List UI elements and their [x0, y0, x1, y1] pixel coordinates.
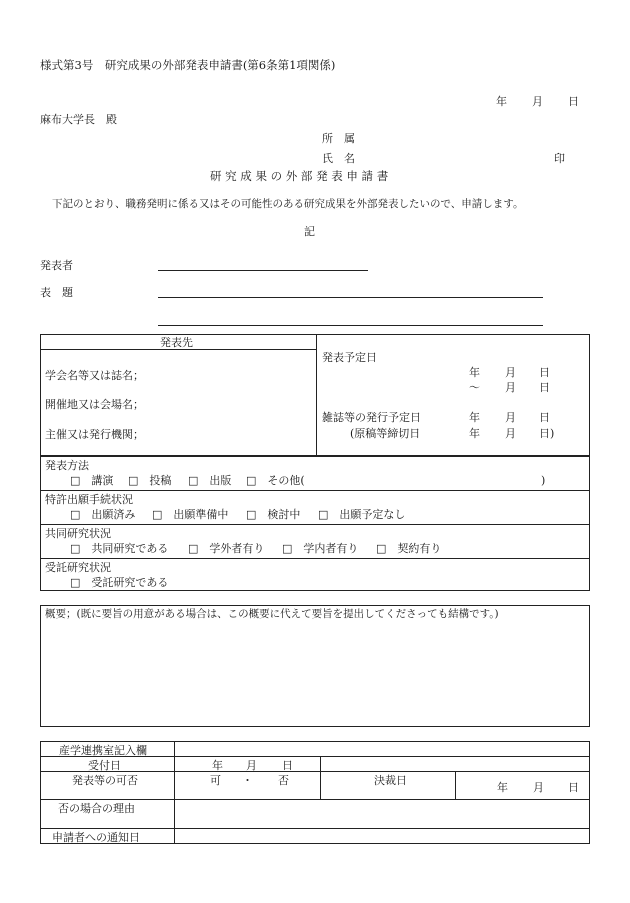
summary-box[interactable] [40, 605, 590, 727]
pd-month: 月 [505, 366, 516, 379]
method-option-lecture[interactable]: □ 講演 [70, 474, 114, 487]
joint-option-internal[interactable]: □ 学内者有り [282, 542, 359, 555]
method-close-paren: ) [541, 474, 546, 487]
method-option-other[interactable]: □ その他( [246, 474, 305, 487]
rec-day: 日 [282, 759, 293, 772]
reason-label: 否の場合の理由 [58, 802, 135, 815]
title-field[interactable] [158, 297, 543, 298]
title-label: 表 題 [40, 286, 73, 299]
issue-label: 雑誌等の発行予定日 [322, 411, 421, 424]
pd-tilde: ～ [469, 381, 480, 394]
office-line-3 [40, 799, 590, 800]
presenter-label: 発表者 [40, 259, 73, 272]
pd-month2: 月 [505, 381, 516, 394]
form-id: 様式第3号 研究成果の外部発表申請書(第6条第1項関係) [40, 58, 336, 72]
destination-divider [316, 334, 317, 456]
reject-option[interactable]: 否 [278, 774, 289, 787]
office-mid-divider [320, 756, 321, 799]
patent-option-filed[interactable]: □ 出願済み [70, 508, 136, 521]
approval-label: 発表等の可否 [72, 774, 138, 787]
summary-label: 概要；(既に要旨の用意がある場合は、この概要に代えて要旨を提出してくださっても結構です。) [45, 608, 499, 620]
dl-year: 年 [469, 427, 480, 440]
affiliation-label: 所 属 [322, 132, 355, 145]
method-label: 発表方法 [45, 459, 89, 472]
patent-option-reviewing[interactable]: □ 検討中 [246, 508, 301, 521]
status-line-2 [40, 524, 590, 525]
dec-year: 年 [497, 781, 508, 794]
venue-label: 開催地又は会場名； [45, 398, 144, 411]
joint-option-joint[interactable]: □ 共同研究である [70, 542, 169, 555]
seal-mark: 印 [554, 152, 565, 165]
iss-month: 月 [505, 411, 516, 424]
patent-label: 特許出願手続状況 [45, 493, 133, 506]
pd-year: 年 [469, 366, 480, 379]
office-line-2 [40, 771, 590, 772]
office-decision-divider [455, 771, 456, 799]
commissioned-option[interactable]: □ 受託研究である [70, 576, 169, 589]
office-header: 産学連携室記入欄 [59, 744, 147, 757]
planned-date-label: 発表予定日 [322, 351, 377, 364]
commissioned-label: 受託研究状況 [45, 561, 111, 574]
date-year: 年 [496, 95, 507, 108]
title-field-line2[interactable] [158, 325, 543, 326]
organizer-label: 主催又は発行機関； [45, 428, 144, 441]
ki-mark: 記 [304, 225, 315, 238]
dl-day: 日) [539, 427, 555, 440]
method-option-submission[interactable]: □ 投稿 [128, 474, 172, 487]
pd-day: 日 [539, 366, 550, 379]
dl-month: 月 [505, 427, 516, 440]
status-line-3 [40, 558, 590, 559]
date-month: 月 [532, 95, 543, 108]
joint-label: 共同研究状況 [45, 527, 111, 540]
destination-header-line [40, 349, 316, 350]
statement: 下記のとおり、職務発明に係る又はその可能性のある研究成果を外部発表したいので、申請します。 [52, 198, 524, 210]
rec-month: 月 [246, 759, 257, 772]
iss-year: 年 [469, 411, 480, 424]
notify-label: 申請者への通知日 [52, 831, 140, 844]
addressee: 麻布大学長 殿 [40, 113, 117, 126]
date-day: 日 [568, 95, 579, 108]
deadline-label: (原稿等締切日 [350, 427, 421, 440]
document-title: 研 究 成 果 の 外 部 発 表 申 請 書 [210, 169, 389, 183]
patent-option-none[interactable]: □ 出願予定なし [318, 508, 406, 521]
joint-option-contract[interactable]: □ 契約有り [376, 542, 442, 555]
pd-day2: 日 [539, 381, 550, 394]
iss-day: 日 [539, 411, 550, 424]
office-line-4 [40, 828, 590, 829]
name-label: 氏 名 [322, 152, 355, 165]
received-label: 受付日 [88, 759, 121, 772]
method-option-publication[interactable]: □ 出版 [188, 474, 232, 487]
status-line-1 [40, 490, 590, 491]
journal-label: 学会名等又は誌名； [45, 369, 144, 382]
destination-header: 発表先 [160, 336, 193, 349]
approve-option[interactable]: 可 [210, 774, 221, 787]
dec-day: 日 [568, 781, 579, 794]
rec-year: 年 [212, 759, 223, 772]
joint-option-external[interactable]: □ 学外者有り [188, 542, 265, 555]
approve-dot: ・ [242, 774, 253, 787]
decision-label: 決裁日 [374, 774, 407, 787]
presenter-field[interactable] [158, 270, 368, 271]
patent-option-preparing[interactable]: □ 出願準備中 [152, 508, 229, 521]
dec-month: 月 [533, 781, 544, 794]
